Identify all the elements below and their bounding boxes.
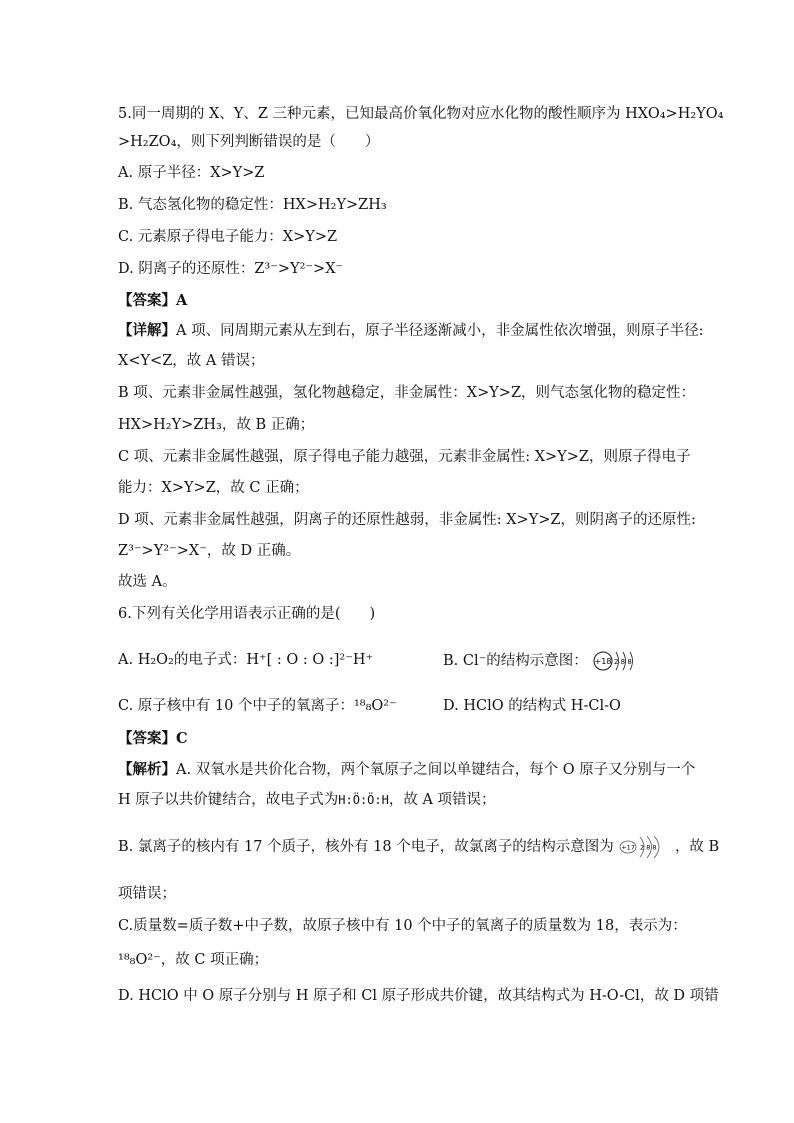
q5-detail-line3: B 项、元素非金属性越强，氢化物越稳定，非金属性：X>Y>Z，则气态氢化物的稳定性： bbox=[118, 385, 696, 401]
q6-option-a: A. H₂O₂的电子式：H⁺[ : O : O :]²⁻H⁺ bbox=[118, 652, 374, 668]
q6-analysis-c-formula: ¹⁸₈O²⁻ bbox=[118, 952, 161, 968]
chloride-ion-diagram bbox=[618, 836, 670, 858]
q6-analysis-line1 bbox=[118, 760, 695, 780]
q5-detail-line5: C 项、元素非金属性越强，原子得电子能力越强，元素非金属性: X>Y>Z，则原子得电子 bbox=[118, 449, 691, 465]
q6-option-b-text: B. Cl⁻的结构示意图： bbox=[443, 653, 588, 669]
chloride-shell-electrons: 2 8 8 bbox=[614, 658, 633, 666]
q6-analysis-b-text: B. 氯离子的核内有 17 个质子，核外有 18 个电子，故氯离子的结构示意图为 bbox=[118, 839, 614, 855]
chloride-ion-shell-electrons: 2 8 8 bbox=[640, 843, 657, 852]
q6-analysis-a-text3: ，故 A 项错误； bbox=[388, 792, 496, 808]
q6-analysis-b-line1 bbox=[118, 836, 719, 858]
q6-option-d: D. HClO 的结构式 H-Cl-O bbox=[443, 698, 621, 714]
q5-detail-line1 bbox=[118, 321, 703, 341]
q6-analysis-c-line2 bbox=[118, 950, 268, 970]
q6-analysis-label: 【解析】 bbox=[118, 761, 176, 778]
chloride-ion-nucleus-label: +17 bbox=[621, 843, 636, 852]
q5-stem-line1: 5.同一周期的 X、Y、Z 三种元素，已知最高价氧化物对应水化物的酸性顺序为 HXO₄>H₂YO₄ bbox=[118, 106, 724, 122]
q5-detail-line9: 故选 A。 bbox=[118, 574, 177, 590]
q5-detail-line4: HX>H₂Y>ZH₃，故 B 正确； bbox=[118, 417, 315, 433]
chloride-nucleus-label: +18 bbox=[594, 657, 612, 666]
q6-analysis-a-text2: H 原子以共价键结合，故电子式为 bbox=[118, 792, 339, 808]
q6-analysis-b-line2: 项错误； bbox=[118, 886, 176, 902]
q6-answer: 【答案】C bbox=[118, 730, 188, 747]
h2o2-electron-formula: H:Ö:Ö:H bbox=[338, 793, 389, 807]
q5-detail-line2: X<Y<Z，故 A 错误； bbox=[118, 353, 265, 369]
q6-option-c-text: C. 原子核中有 10 个中子的氧离子： bbox=[118, 698, 354, 714]
q5-option-b: B. 气态氢化物的稳定性：HX>H₂Y>ZH₃ bbox=[118, 197, 387, 213]
q5-option-d: D. 阴离子的还原性：Z³⁻>Y²⁻>X⁻ bbox=[118, 261, 344, 277]
q5-detail-line6: 能力：X>Y>Z，故 C 正确； bbox=[118, 480, 309, 496]
q5-answer: 【答案】A bbox=[118, 292, 188, 309]
q6-option-b bbox=[443, 650, 652, 672]
q6-option-c-formula: ¹⁸₈O²⁻ bbox=[353, 698, 397, 714]
chloride-structure-diagram bbox=[592, 650, 652, 672]
q5-option-c: C. 元素原子得电子能力：X>Y>Z bbox=[118, 229, 338, 245]
q5-detail-label: 【详解】 bbox=[118, 322, 176, 339]
q6-analysis-c-suffix: ，故 C 项正确； bbox=[160, 952, 269, 968]
q5-stem-line2: >H₂ZO₄，则下列判断错误的是（ ） bbox=[118, 134, 380, 150]
q5-detail-text: A 项、同周期元素从左到右，原子半径逐渐减小，非金属性依次增强，则原子半径: bbox=[176, 323, 704, 339]
q6-analysis-d-line1: D. HClO 中 O 原子分别与 H 原子和 Cl 原子形成共价键，故其结构式为 H-O-Cl，故 D 项错 bbox=[118, 988, 719, 1004]
q6-analysis-c-line1: C.质量数=质子数+中子数，故原子核中有 10 个中子的氧离子的质量数为 18，表示为： bbox=[118, 918, 687, 934]
q6-stem: 6.下列有关化学用语表示正确的是( ) bbox=[118, 606, 376, 622]
q5-option-a: A. 原子半径：X>Y>Z bbox=[118, 165, 265, 181]
q6-analysis-b-suffix: ，故 B bbox=[674, 839, 720, 855]
q5-detail-line8: Z³⁻>Y²⁻>X⁻，故 D 正确。 bbox=[118, 543, 301, 559]
q6-option-c bbox=[118, 696, 397, 716]
q5-detail-line7: D 项、元素非金属性越强，阴离子的还原性越弱，非金属性: X>Y>Z，则阴离子的还原性: bbox=[118, 512, 696, 528]
q6-analysis-a-text: A. 双氧水是共价化合物，两个氧原子之间以单键结合，每个 O 原子又分别与一个 bbox=[176, 762, 696, 778]
q6-analysis-line2 bbox=[118, 790, 496, 810]
